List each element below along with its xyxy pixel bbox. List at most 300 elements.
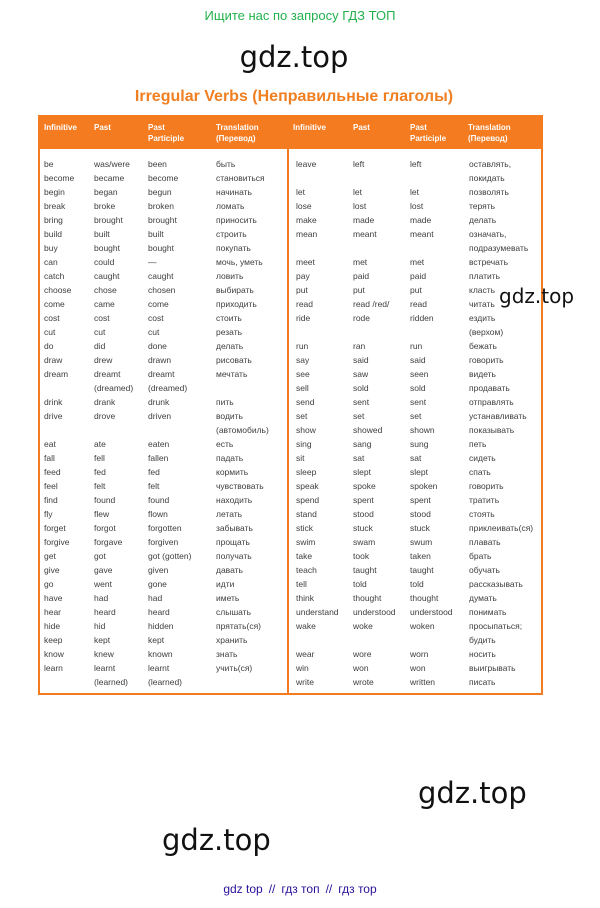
header-past: Past: [353, 123, 370, 132]
cell-translation: спать: [469, 467, 491, 477]
cell-translation: просыпаться;: [469, 621, 523, 631]
cell-translation: обучать: [469, 565, 500, 575]
cell-translation: делать: [216, 341, 244, 351]
cell-past-participle: had: [148, 593, 163, 603]
cell-infinitive: get: [44, 551, 56, 561]
cell-translation: терять: [469, 201, 496, 211]
irregular-verbs-table: [38, 115, 543, 695]
cell-translation: покидать: [469, 173, 505, 183]
cell-past-participle: fallen: [148, 453, 169, 463]
cell-infinitive: meet: [296, 257, 315, 267]
cell-past: kept: [94, 635, 111, 645]
cell-translation: (верхом): [469, 327, 504, 337]
cell-translation: класть: [469, 285, 496, 295]
cell-infinitive: make: [296, 215, 317, 225]
cell-infinitive: break: [44, 201, 66, 211]
cell-translation: выигрывать: [469, 663, 516, 673]
cell-infinitive: understand: [296, 607, 339, 617]
cell-past-participle: caught: [148, 271, 174, 281]
cell-past-participle: left: [410, 159, 422, 169]
cell-past: rode: [353, 313, 371, 323]
cell-past-participle: done: [148, 341, 167, 351]
cell-translation: хранить: [216, 635, 248, 645]
cell-infinitive: sing: [296, 439, 312, 449]
cell-translation: писать: [469, 677, 496, 687]
cell-past: cut: [94, 327, 106, 337]
cell-translation: делать: [469, 215, 497, 225]
cell-past-participle: cost: [148, 313, 164, 323]
cell-past-participle: chosen: [148, 285, 176, 295]
cell-infinitive: build: [44, 229, 62, 239]
cell-past: came: [94, 299, 115, 309]
cell-past-participle: cut: [148, 327, 160, 337]
link-separator: //: [268, 882, 276, 896]
cell-infinitive: take: [296, 551, 313, 561]
cell-translation: говорить: [469, 481, 504, 491]
cell-past: stuck: [353, 523, 373, 533]
cell-translation: будить: [469, 635, 496, 645]
cell-past: swam: [353, 537, 376, 547]
cell-past: meant: [353, 229, 377, 239]
cell-translation: рассказывать: [469, 579, 523, 589]
cell-translation: слышать: [216, 607, 252, 617]
cell-infinitive: stick: [296, 523, 313, 533]
cell-past-participle: given: [148, 565, 169, 575]
cell-infinitive: begin: [44, 187, 65, 197]
cell-past-participle: spent: [410, 495, 431, 505]
cell-translation: встречать: [469, 257, 509, 267]
header-past: Past: [94, 123, 111, 132]
cell-past-participle: said: [410, 355, 426, 365]
cell-past: got: [94, 551, 106, 561]
cell-past-participle: eaten: [148, 439, 170, 449]
cell-past: went: [94, 579, 112, 589]
cell-past-participle: read: [410, 299, 428, 309]
cell-past-participle: taken: [410, 551, 431, 561]
cell-translation: думать: [469, 593, 497, 603]
cell-translation: брать: [469, 551, 492, 561]
cell-past-participle: —: [148, 257, 157, 267]
cell-translation: (автомобиль): [216, 425, 269, 435]
cell-past: heard: [94, 607, 116, 617]
header-translation: Translation (Перевод): [468, 123, 511, 143]
cell-infinitive: drive: [44, 411, 63, 421]
cell-infinitive: find: [44, 495, 58, 505]
cell-translation: пить: [216, 397, 234, 407]
cell-infinitive: learn: [44, 663, 63, 673]
cell-past: (dreamed): [94, 383, 134, 393]
cell-infinitive: forgive: [44, 537, 70, 547]
cell-past-participle: flown: [148, 509, 168, 519]
cell-past-participle: sung: [410, 439, 429, 449]
cell-past-participle: worn: [410, 649, 429, 659]
cell-translation: резать: [216, 327, 243, 337]
cell-infinitive: sell: [296, 383, 309, 393]
cell-past-participle: met: [410, 257, 425, 267]
cell-past-participle: ridden: [410, 313, 434, 323]
cell-past-participle: heard: [148, 607, 170, 617]
cell-infinitive: teach: [296, 565, 317, 575]
cell-past: cost: [94, 313, 110, 323]
cell-past: woke: [353, 621, 373, 631]
cell-infinitive: speak: [296, 481, 319, 491]
cell-past-participle: spoken: [410, 481, 438, 491]
watermark: gdz.top: [162, 823, 271, 857]
cell-past: showed: [353, 425, 383, 435]
cell-past: knew: [94, 649, 114, 659]
cell-past: was/were: [94, 159, 130, 169]
cell-past: forgave: [94, 537, 123, 547]
cell-translation: забывать: [216, 523, 253, 533]
cell-translation: покупать: [216, 243, 251, 253]
cell-past-participle: seen: [410, 369, 429, 379]
cell-translation: стоять: [469, 509, 495, 519]
cell-infinitive: bring: [44, 215, 63, 225]
cell-infinitive: can: [44, 257, 58, 267]
cell-past-participle: shown: [410, 425, 435, 435]
cell-translation: знать: [216, 649, 238, 659]
cell-translation: тратить: [469, 495, 500, 505]
cell-past-participle: woken: [410, 621, 435, 631]
top-search-link[interactable]: Ищите нас по запросу ГДЗ ТОП: [204, 8, 396, 23]
cell-past: dreamt: [94, 369, 121, 379]
cell-past-participle: kept: [148, 635, 165, 645]
cell-translation: стоить: [216, 313, 242, 323]
cell-translation: выбирать: [216, 285, 254, 295]
cell-infinitive: sit: [296, 453, 305, 463]
cell-past: drank: [94, 397, 116, 407]
cell-translation: отправлять: [469, 397, 514, 407]
cell-past-participle: written: [410, 677, 436, 687]
cell-past-participle: come: [148, 299, 169, 309]
cell-infinitive: come: [44, 299, 65, 309]
cell-translation: кормить: [216, 467, 249, 477]
cell-infinitive: know: [44, 649, 64, 659]
cell-past-participle: drunk: [148, 397, 170, 407]
cell-past: fed: [94, 467, 106, 477]
cell-translation: устанавливать: [469, 411, 527, 421]
cell-past-participle: stood: [410, 509, 431, 519]
cell-past-participle: got (gotten): [148, 551, 192, 561]
cell-past-participle: (learned): [148, 677, 183, 687]
cell-past-participle: forgotten: [148, 523, 182, 533]
cell-past: ran: [353, 341, 366, 351]
cell-past: had: [94, 593, 109, 603]
bottom-link[interactable]: гдз топ: [281, 882, 320, 896]
cell-past: sang: [353, 439, 372, 449]
cell-translation: мечтать: [216, 369, 248, 379]
cell-translation: приходить: [216, 299, 257, 309]
cell-translation: плавать: [469, 537, 501, 547]
cell-infinitive: do: [44, 341, 54, 351]
cell-past: spoke: [353, 481, 376, 491]
cell-translation: ломать: [216, 201, 245, 211]
cell-past-participle: slept: [410, 467, 428, 477]
cell-infinitive: give: [44, 565, 60, 575]
cell-infinitive: wake: [296, 621, 316, 631]
cell-past: flew: [94, 509, 110, 519]
cell-past: learnt: [94, 663, 116, 673]
cell-translation: петь: [469, 439, 487, 449]
watermark: gdz.top: [418, 776, 527, 810]
cell-translation: говорить: [469, 355, 504, 365]
cell-translation: прощать: [216, 537, 250, 547]
cell-infinitive: mean: [296, 229, 318, 239]
cell-infinitive: fall: [44, 453, 55, 463]
cell-translation: мочь, уметь: [216, 257, 263, 267]
cell-translation: летать: [216, 509, 243, 519]
cell-translation: оставлять,: [469, 159, 512, 169]
cell-infinitive: tell: [296, 579, 307, 589]
header-translation: Translation (Перевод): [216, 123, 259, 143]
cell-past: built: [94, 229, 110, 239]
cell-infinitive: see: [296, 369, 310, 379]
cell-past-participle: brought: [148, 215, 177, 225]
cell-past: brought: [94, 215, 123, 225]
cell-past: drew: [94, 355, 113, 365]
cell-past: chose: [94, 285, 117, 295]
cell-past-participle: found: [148, 495, 170, 505]
cell-past: bought: [94, 243, 120, 253]
cell-infinitive: forget: [44, 523, 66, 533]
cell-past-participle: become: [148, 173, 179, 183]
cell-past: let: [353, 187, 362, 197]
cell-past: wrote: [353, 677, 374, 687]
cell-past-participle: been: [148, 159, 167, 169]
cell-infinitive: read: [296, 299, 314, 309]
cell-translation: носить: [469, 649, 496, 659]
cell-past-participle: begun: [148, 187, 172, 197]
cell-translation: приносить: [216, 215, 257, 225]
cell-past: sent: [353, 397, 370, 407]
cell-past-participle: known: [148, 649, 173, 659]
cell-past-participle: sent: [410, 397, 427, 407]
cell-infinitive: catch: [44, 271, 65, 281]
cell-infinitive: be: [44, 159, 54, 169]
cell-translation: водить: [216, 411, 243, 421]
cell-infinitive: feed: [44, 467, 61, 477]
cell-past: began: [94, 187, 118, 197]
cell-infinitive: ride: [296, 313, 311, 323]
cell-translation: падать: [216, 453, 244, 463]
cell-past: paid: [353, 271, 370, 281]
cell-past: stood: [353, 509, 374, 519]
cell-translation: получать: [216, 551, 252, 561]
cell-translation: становиться: [216, 173, 265, 183]
cell-past-participle: broken: [148, 201, 174, 211]
cell-translation: быть: [216, 159, 236, 169]
cell-past: thought: [353, 593, 382, 603]
cell-past-participle: taught: [410, 565, 434, 575]
cell-translation: идти: [216, 579, 235, 589]
column-divider: [287, 117, 289, 695]
cell-infinitive: hide: [44, 621, 61, 631]
cell-infinitive: win: [296, 663, 309, 673]
cell-translation: начинать: [216, 187, 252, 197]
cell-infinitive: draw: [44, 355, 63, 365]
cell-infinitive: hear: [44, 607, 62, 617]
cell-past-participle: put: [410, 285, 422, 295]
cell-past-participle: won: [410, 663, 426, 673]
bottom-link[interactable]: гдз тор: [338, 882, 377, 896]
cell-past: told: [353, 579, 367, 589]
cell-infinitive: say: [296, 355, 310, 365]
cell-past: could: [94, 257, 115, 267]
cell-infinitive: dream: [44, 369, 69, 379]
cell-translation: подразумевать: [469, 243, 529, 253]
cell-past: saw: [353, 369, 369, 379]
cell-infinitive: stand: [296, 509, 317, 519]
cell-past-participle: hidden: [148, 621, 174, 631]
cell-past-participle: set: [410, 411, 422, 421]
cell-past: put: [353, 285, 365, 295]
cell-infinitive: show: [296, 425, 316, 435]
cell-infinitive: pay: [296, 271, 310, 281]
cell-past-participle: bought: [148, 243, 174, 253]
cell-past-participle: sat: [410, 453, 422, 463]
cell-infinitive: drink: [44, 397, 63, 407]
cell-past: read /red/: [353, 299, 390, 309]
cell-translation: рисовать: [216, 355, 252, 365]
cell-past: understood: [353, 607, 396, 617]
cell-past: felt: [94, 481, 106, 491]
cell-past-participle: forgiven: [148, 537, 179, 547]
cell-translation: читать: [469, 299, 495, 309]
cell-past: wore: [353, 649, 372, 659]
cell-translation: чувствовать: [216, 481, 264, 491]
cell-translation: ездить: [469, 313, 496, 323]
cell-past: fell: [94, 453, 105, 463]
cell-past-participle: made: [410, 215, 432, 225]
cell-past-participle: felt: [148, 481, 160, 491]
bottom-links: [0, 882, 600, 896]
cell-past: sat: [353, 453, 365, 463]
cell-translation: прятать(ся): [216, 621, 262, 631]
cell-past-participle: (dreamed): [148, 383, 188, 393]
cell-translation: находить: [216, 495, 253, 505]
cell-infinitive: go: [44, 579, 54, 589]
cell-past-participle: sold: [410, 383, 426, 393]
cell-past-participle: stuck: [410, 523, 430, 533]
cell-past: sold: [353, 383, 369, 393]
cell-past: lost: [353, 201, 367, 211]
cell-past: spent: [353, 495, 374, 505]
cell-past-participle: let: [410, 187, 419, 197]
cell-past: taught: [353, 565, 377, 575]
cell-infinitive: fly: [44, 509, 53, 519]
cell-translation: позволять: [469, 187, 509, 197]
cell-infinitive: choose: [44, 285, 72, 295]
cell-past: took: [353, 551, 370, 561]
cell-infinitive: let: [296, 187, 305, 197]
cell-past-participle: swum: [410, 537, 433, 547]
cell-past-participle: drawn: [148, 355, 172, 365]
cell-infinitive: lose: [296, 201, 312, 211]
cell-infinitive: cost: [44, 313, 60, 323]
cell-past-participle: fed: [148, 467, 160, 477]
cell-past-participle: thought: [410, 593, 439, 603]
cell-past: set: [353, 411, 365, 421]
cell-infinitive: become: [44, 173, 75, 183]
cell-past-participle: learnt: [148, 663, 170, 673]
cell-infinitive: eat: [44, 439, 56, 449]
cell-translation: продавать: [469, 383, 510, 393]
cell-infinitive: keep: [44, 635, 63, 645]
cell-past: did: [94, 341, 106, 351]
cell-translation: иметь: [216, 593, 240, 603]
cell-past: forgot: [94, 523, 116, 533]
cell-past: gave: [94, 565, 113, 575]
cell-translation: приклеивать(ся): [469, 523, 534, 533]
watermark: gdz.top: [499, 284, 575, 308]
table-header: [40, 117, 543, 149]
cell-past: made: [353, 215, 375, 225]
cell-infinitive: wear: [296, 649, 315, 659]
cell-past: caught: [94, 271, 120, 281]
cell-translation: видеть: [469, 369, 496, 379]
cell-past: slept: [353, 467, 371, 477]
cell-past-participle: run: [410, 341, 423, 351]
page-title: Irregular Verbs (Неправильные глаголы): [134, 88, 454, 105]
cell-past-participle: meant: [410, 229, 434, 239]
cell-past: said: [353, 355, 369, 365]
cell-infinitive: have: [44, 593, 63, 603]
cell-past: broke: [94, 201, 116, 211]
cell-infinitive: swim: [296, 537, 316, 547]
cell-infinitive: feel: [44, 481, 58, 491]
cell-infinitive: cut: [44, 327, 56, 337]
cell-infinitive: spend: [296, 495, 320, 505]
header-past-participle: Past Participle: [410, 123, 447, 143]
watermark: gdz.top: [239, 40, 349, 74]
cell-infinitive: buy: [44, 243, 58, 253]
cell-past: met: [353, 257, 368, 267]
cell-translation: платить: [469, 271, 501, 281]
header-infinitive: Infinitive: [293, 123, 326, 132]
cell-translation: есть: [216, 439, 234, 449]
cell-past-participle: dreamt: [148, 369, 175, 379]
cell-translation: показывать: [469, 425, 515, 435]
cell-infinitive: sleep: [296, 467, 317, 477]
cell-past: drove: [94, 411, 116, 421]
cell-past-participle: lost: [410, 201, 424, 211]
cell-infinitive: run: [296, 341, 309, 351]
cell-infinitive: set: [296, 411, 308, 421]
cell-translation: понимать: [469, 607, 507, 617]
cell-past: became: [94, 173, 125, 183]
cell-past-participle: told: [410, 579, 424, 589]
cell-past-participle: understood: [410, 607, 453, 617]
cell-past: found: [94, 495, 116, 505]
cell-past: ate: [94, 439, 106, 449]
cell-translation: сидеть: [469, 453, 496, 463]
link-separator: //: [325, 882, 333, 896]
cell-past: hid: [94, 621, 106, 631]
cell-past-participle: driven: [148, 411, 172, 421]
cell-translation: учить(ся): [216, 663, 253, 673]
header-past-participle: Past Participle: [148, 123, 185, 143]
cell-translation: строить: [216, 229, 247, 239]
cell-past: won: [353, 663, 369, 673]
cell-translation: означать,: [469, 229, 507, 239]
cell-past-participle: built: [148, 229, 164, 239]
cell-past-participle: paid: [410, 271, 427, 281]
bottom-link[interactable]: gdz top: [223, 882, 263, 896]
cell-infinitive: think: [296, 593, 314, 603]
header-infinitive: Infinitive: [44, 123, 77, 132]
cell-translation: ловить: [216, 271, 244, 281]
cell-past: (learned): [94, 677, 129, 687]
